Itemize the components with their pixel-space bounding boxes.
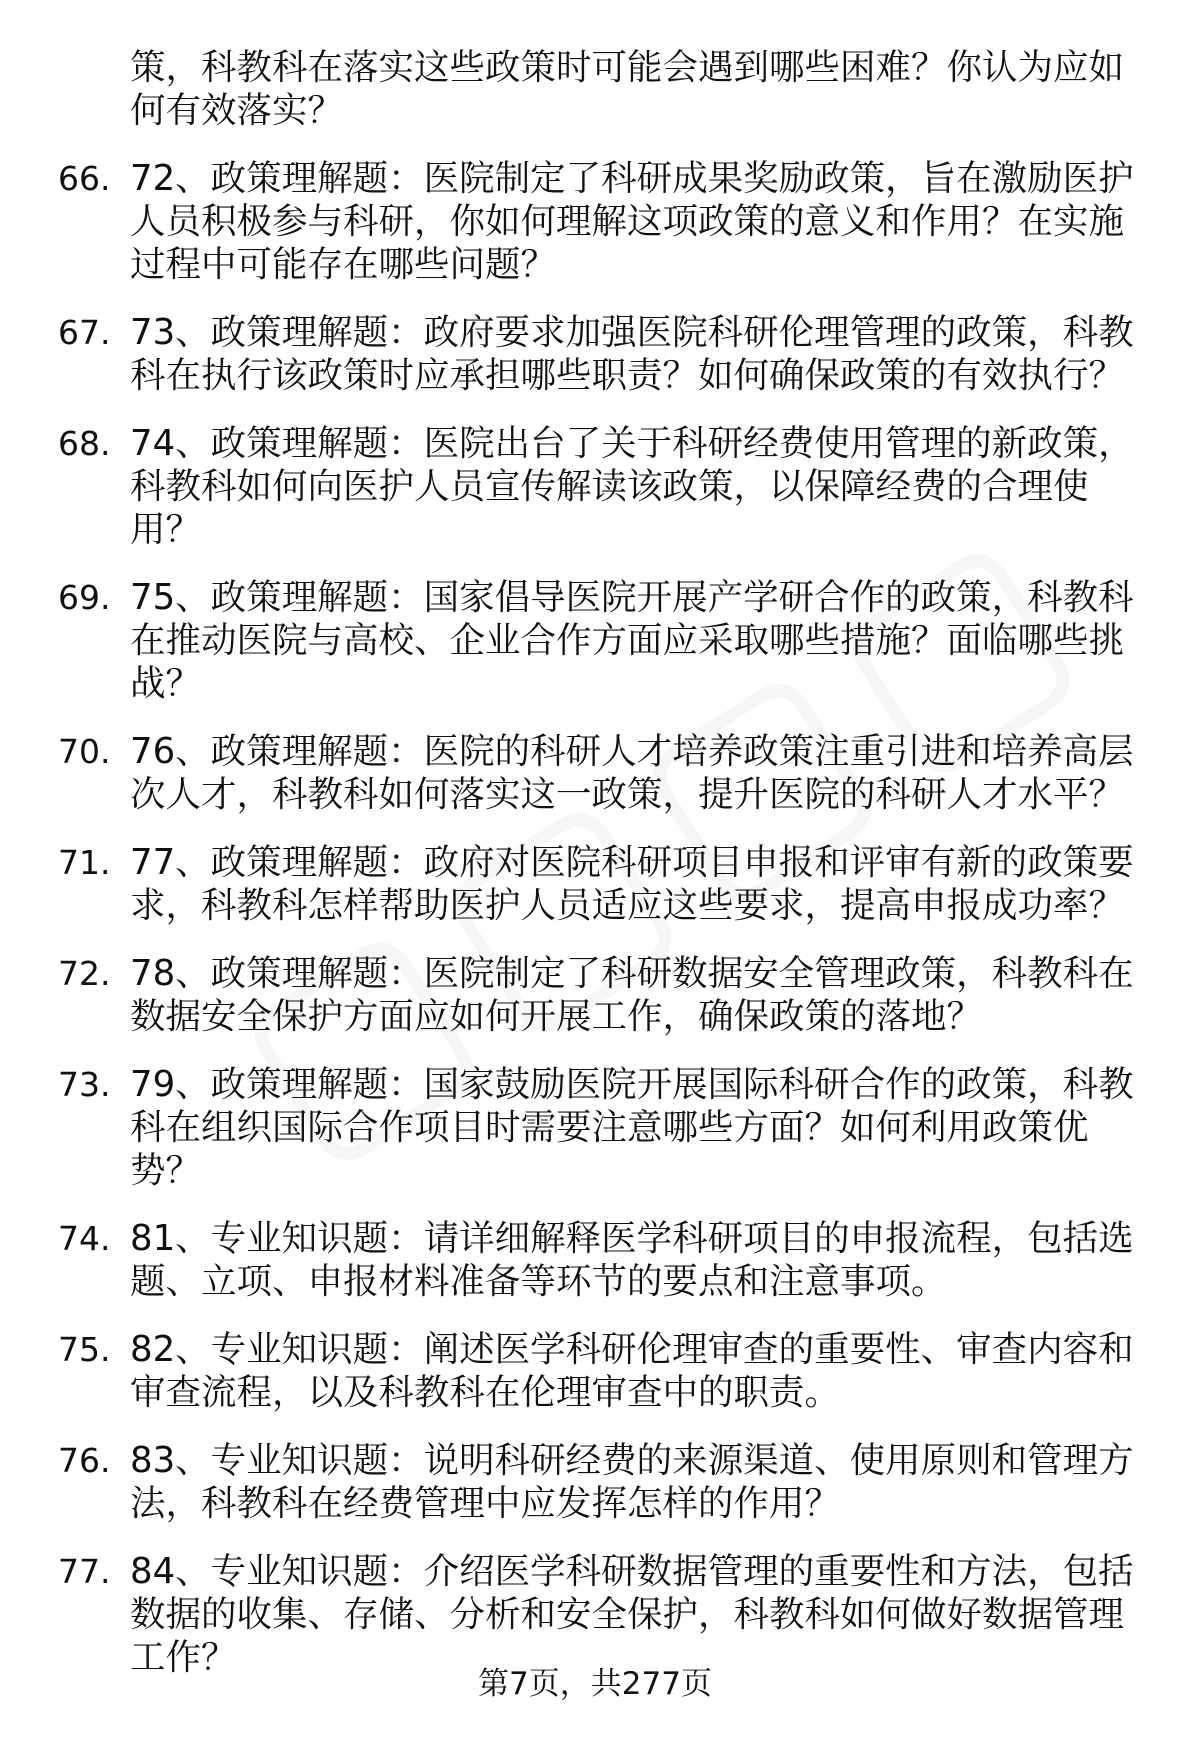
- list-item: [58, 1063, 1158, 1192]
- item-text: 76、政策理解题：医院的科研人才培养政策注重引进和培养高层次人才，科教科如何落实这一政策，提升医院的科研人才水平？: [130, 731, 1134, 815]
- item-text: 72、政策理解题：医院制定了科研成果奖励政策，旨在激励医护人员积极参与科研，你如何理解这项政策的意义和作用？在实施过程中可能存在哪些问题？: [130, 158, 1134, 285]
- item-text: 74、政策理解题：医院出台了关于科研经费使用管理的新政策，科教科如何向医护人员宣传解读该政策，以保障经费的合理使用？: [130, 423, 1134, 550]
- item-text: 77、政策理解题：政府对医院科研项目申报和评审有新的政策要求，科教科怎样帮助医护人员适应这些要求，提高申报成功率？: [130, 842, 1134, 926]
- list-item: [58, 730, 1158, 816]
- item-number: 68.: [58, 424, 111, 463]
- item-text: 75、政策理解题：国家倡导医院开展产学研合作的政策，科教科在推动医院与高校、企业合作方面应采取哪些措施？面临哪些挑战？: [130, 577, 1134, 704]
- item-number: 69.: [58, 578, 111, 617]
- item-number: 72.: [58, 954, 111, 993]
- list-item: [58, 576, 1158, 705]
- list-item: [58, 952, 1158, 1038]
- item-number: 74.: [58, 1219, 111, 1258]
- question-list: [58, 46, 1158, 1704]
- item-number: 76.: [58, 1441, 111, 1480]
- item-text: 82、专业知识题：阐述医学科研伦理审查的重要性、审查内容和审查流程，以及科教科在伦理审查中的职责。: [130, 1329, 1134, 1413]
- list-item: [58, 311, 1158, 397]
- list-item: [58, 1439, 1158, 1525]
- item-number: 77.: [58, 1552, 111, 1591]
- list-item: [58, 1550, 1158, 1679]
- item-text: 73、政策理解题：政府要求加强医院科研伦理管理的政策，科教科在执行该政策时应承担哪些职责？如何确保政策的有效执行？: [130, 312, 1134, 396]
- item-number: 73.: [58, 1065, 111, 1104]
- list-item: [58, 422, 1158, 551]
- page-footer: 第7页，共277页: [478, 1666, 712, 1702]
- item-number: 70.: [58, 732, 111, 771]
- list-item: [58, 157, 1158, 286]
- item-number: 75.: [58, 1330, 111, 1369]
- list-item: [58, 841, 1158, 927]
- list-item: [58, 1217, 1158, 1303]
- item-text: 81、专业知识题：请详细解释医学科研项目的申报流程，包括选题、立项、申报材料准备等环节的要点和注意事项。: [130, 1218, 1134, 1302]
- list-item: [58, 1328, 1158, 1414]
- item-number: 66.: [58, 159, 111, 198]
- continuation-text: 策，科教科在落实这些政策时可能会遇到哪些困难？你认为应如何有效落实？: [130, 47, 1125, 131]
- item-number: 71.: [58, 843, 111, 882]
- item-text: 84、专业知识题：介绍医学科研数据管理的重要性和方法，包括数据的收集、存储、分析和安全保护，科教科如何做好数据管理工作？: [130, 1551, 1134, 1678]
- item-text: 79、政策理解题：国家鼓励医院开展国际科研合作的政策，科教科在组织国际合作项目时需要注意哪些方面？如何利用政策优势？: [130, 1064, 1134, 1191]
- item-text: 83、专业知识题：说明科研经费的来源渠道、使用原则和管理方法，科教科在经费管理中应发挥怎样的作用？: [130, 1440, 1134, 1524]
- item-text: 78、政策理解题：医院制定了科研数据安全管理政策，科教科在数据安全保护方面应如何开展工作，确保政策的落地？: [130, 953, 1134, 1037]
- item-number: 67.: [58, 313, 111, 352]
